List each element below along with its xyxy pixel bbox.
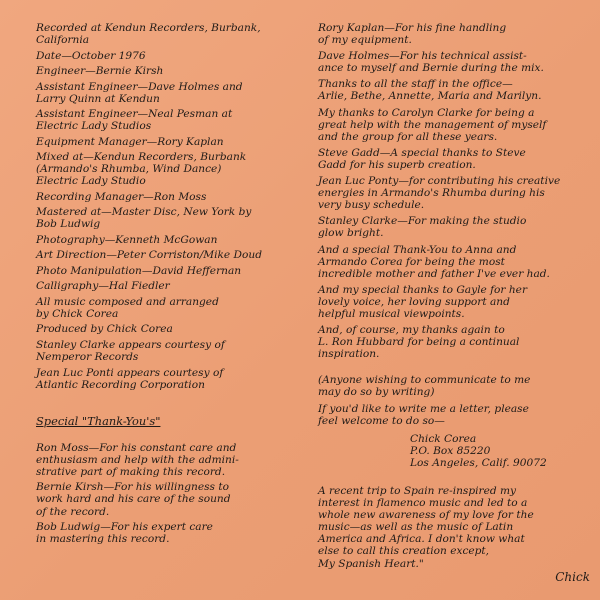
signature: Chick bbox=[555, 570, 590, 584]
credit-entry: Photography—Kenneth McGowan bbox=[36, 233, 218, 246]
thanks-entry: Ron Moss—For his constant care and enthusiasm and help with the admini- strative part of making this record. bbox=[36, 441, 239, 478]
credit-entry: All music composed and arranged by Chick Corea bbox=[36, 295, 219, 320]
left-thanks-list bbox=[36, 442, 304, 546]
thanks-entry: Bernie Kirsh—For his willingness to work hard and his care of the sound of the record. bbox=[36, 481, 231, 518]
credit-entry: Assistant Engineer—Neal Pesman at Electric Lady Studios bbox=[36, 108, 233, 133]
credit-entry: Mastered at—Master Disc, New York by Bob Ludwig bbox=[36, 206, 252, 231]
credit-entry: Assistant Engineer—Dave Holmes and Larry Quinn at Kendun bbox=[36, 80, 243, 105]
thanks-entry: Bob Ludwig—For his expert care in mastering this record. bbox=[36, 521, 213, 546]
credit-entry: Produced by Chick Corea bbox=[36, 323, 173, 336]
thanks-entry: Stanley Clarke—For making the studio glow bright. bbox=[318, 215, 527, 240]
mailing-address: Chick Corea P.O. Box 85220 Los Angeles, Calif. 90072 bbox=[410, 432, 547, 469]
credit-entry: Recorded at Kendun Recorders, Burbank, California bbox=[36, 22, 261, 47]
right-column bbox=[318, 22, 580, 570]
thanks-entry: And my special thanks to Gayle for her lovely voice, her loving support and helpful musical viewpoints. bbox=[318, 283, 528, 320]
credit-entry: Art Direction—Peter Corriston/Mike Doud bbox=[36, 249, 263, 262]
write-invitation: If you'd like to write me a letter, please feel welcome to do so— bbox=[318, 402, 529, 427]
left-column bbox=[36, 22, 304, 549]
closing-paragraph: A recent trip to Spain re-inspired my interest in flamenco music and led to a whole new awareness of my love for the music—as well as the music of Latin America and Africa. I don't know what else to call this creation except, My Spanish Heart." bbox=[318, 485, 534, 570]
credit-entry: Mixed at—Kendun Recorders, Burbank (Armando's Rhumba, Wind Dance) Electric Lady Studio bbox=[36, 151, 247, 188]
thanks-entry: My thanks to Carolyn Clarke for being a great help with the management of myself and the group for all these years. bbox=[318, 106, 547, 143]
thanks-entry: Thanks to all the staff in the office— Arlie, Bethe, Annette, Maria and Marilyn. bbox=[318, 78, 542, 103]
thanks-entry: And a special Thank-You to Anna and Armando Corea for being the most incredible mother and father I've ever had. bbox=[318, 243, 550, 280]
credit-entry: Stanley Clarke appears courtesy of Nemperor Records bbox=[36, 338, 225, 364]
thanks-entry: Jean Luc Ponty—for contributing his creative energies in Armando's Rhumba during his very busy schedule. bbox=[318, 175, 561, 212]
credit-entry: Engineer—Bernie Kirsh bbox=[36, 65, 164, 78]
thanks-entry: Rory Kaplan—For his fine handling of my equipment. bbox=[318, 22, 507, 47]
credit-entry: Photo Manipulation—David Heffernan bbox=[36, 264, 242, 277]
credit-entry: Equipment Manager—Rory Kaplan bbox=[36, 135, 224, 148]
credit-entry: Jean Luc Ponti appears courtesy of Atlantic Recording Corporation bbox=[36, 366, 224, 391]
right-thanks-list bbox=[318, 22, 580, 360]
communicate-note: (Anyone wishing to communicate to me may do so by writing) bbox=[318, 374, 531, 399]
thanks-entry: Steve Gadd—A special thanks to Steve Gadd for his superb creation. bbox=[318, 146, 526, 171]
thanks-entry: Dave Holmes—For his technical assist- ance to myself and Bernie during the mix. bbox=[318, 50, 544, 75]
special-thanks-heading: Special "Thank-You's" bbox=[36, 413, 161, 428]
credits-list bbox=[36, 22, 304, 391]
credit-entry: Calligraphy—Hal Fiedler bbox=[36, 280, 170, 293]
credit-entry: Recording Manager—Ron Moss bbox=[36, 190, 207, 203]
credit-entry: Date—October 1976 bbox=[36, 49, 146, 62]
thanks-entry: And, of course, my thanks again to L. Ron Hubbard for being a continual inspiration. bbox=[318, 324, 520, 361]
